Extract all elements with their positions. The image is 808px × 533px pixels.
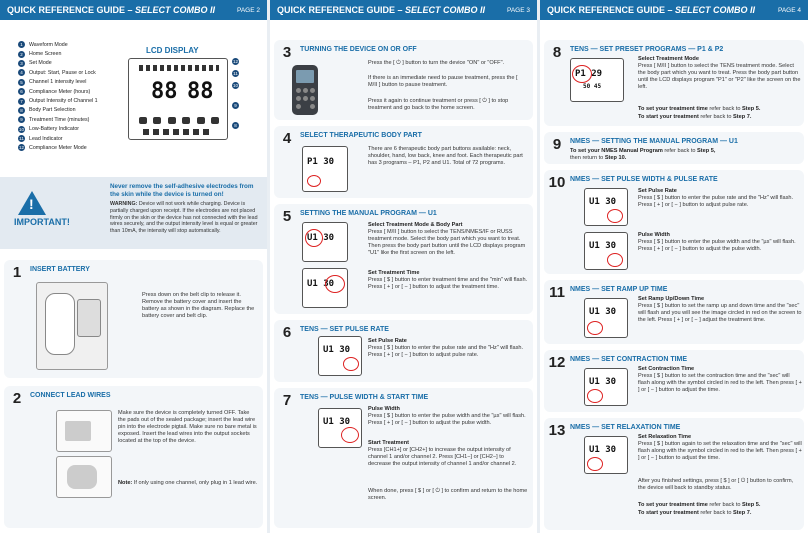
section-title: TENS — SET PRESET PROGRAMS — P1 & P2 (570, 46, 724, 53)
subheading-text: Set Contraction Time (638, 366, 695, 372)
legend-item (18, 115, 98, 124)
section-title: CONNECT LEAD WIRES (30, 392, 111, 399)
device-button (310, 96, 315, 101)
ref-text: refer back to (662, 148, 698, 154)
ref-text: refer back to (698, 510, 734, 516)
page-3-header (270, 0, 537, 20)
lcd-small-value: 50 45 (583, 83, 602, 90)
section-title: SETTING THE MANUAL PROGRAM — U1 (300, 210, 437, 217)
legend-item (18, 49, 98, 58)
step-number: 1 (12, 264, 22, 281)
callout-badge: 10 (232, 83, 238, 88)
step-reference (638, 106, 802, 113)
step-number: 8 (552, 44, 562, 61)
ref-step: Step 7. (733, 510, 752, 516)
subheading-text: Set Pulse Rate (368, 338, 407, 344)
step-number: 3 (282, 44, 292, 61)
legend-number-badge: 3 (18, 60, 25, 67)
header-title: QUICK REFERENCE GUIDE – (547, 5, 676, 15)
red-highlight-circle (341, 427, 359, 443)
section-body: When done, press [ $ ] or [ ⏻ ] to confirm and return to the home screen. (368, 488, 528, 502)
red-highlight-circle (307, 175, 321, 187)
section-body: There are 6 therapeutic body part buttons available: neck, shoulder, hand, low back, knee and foot. Each therapeutic part has 3 programs – P1, P2 and U1. Total of 72 programs. (368, 146, 523, 167)
lcd-thumbnail (318, 408, 362, 448)
callout-badge: 11 (233, 71, 238, 76)
step-reference (570, 155, 800, 162)
ref-step: Step 5, (697, 148, 716, 154)
device-button (296, 88, 301, 93)
lcd-diagram (128, 46, 238, 146)
device-button (310, 88, 315, 93)
section-tens-pulse-width (274, 388, 533, 528)
legend-item (18, 68, 98, 77)
header-title: QUICK REFERENCE GUIDE – (7, 5, 136, 15)
device-screen (296, 70, 314, 83)
lcd-thumbnail (318, 336, 362, 376)
callout-badge: 12 (232, 59, 238, 64)
important-headline: Never remove the self-adhesive electrodes from the skin while the device is turned on! (110, 183, 254, 198)
legend-number-badge: 1 (18, 41, 25, 48)
page-number: PAGE 2 (236, 6, 260, 14)
legend-label: Low-Battery Indicator (29, 126, 80, 133)
lcd-thumbnail (584, 436, 628, 474)
legend-item (18, 143, 98, 152)
ref-text: refer back to (707, 502, 743, 508)
section-p2: If there is an immediate need to pause treatment, press the [ M/II ] button to pause treatment. (368, 75, 518, 89)
legend-label: Set Mode (29, 60, 52, 67)
section-insert-battery (4, 260, 263, 378)
red-highlight-circle (325, 275, 345, 293)
legend-item (18, 96, 98, 105)
legend-item (18, 106, 98, 115)
section-body: Press [ M/II ] button to select the TENS/NMES/IF or RUSS treatment mode. Select the body part which you want to treat. Then press the body part button until the LCD displays program "U1" like the first screen on the left. (368, 229, 526, 257)
lcd-thumbnail (570, 58, 624, 102)
legend-number-badge: 7 (18, 98, 25, 105)
section-title: NMES — SETTING THE MANUAL PROGRAM — U1 (570, 138, 738, 145)
section-body: Press [CH1+] or [CH2+] to increase the output intensity of channel 1 and/or channel 2. Press [CH1−] or [CH2−] to decrease the output intensity of channel 1 and/or channel 2. (368, 447, 517, 468)
ref-step: Step 5. (742, 502, 761, 508)
section-nmes-contraction (544, 350, 804, 412)
lcd-bottom-digits (143, 129, 213, 135)
subheading-text: Set Pulse Rate (638, 188, 677, 194)
legend-number-badge: 11 (19, 136, 24, 142)
lcd-thumbnail (584, 368, 628, 406)
lcd-value: U1 30 (589, 241, 617, 251)
device-button (296, 96, 301, 101)
lcd-value: U1 30 (323, 345, 351, 355)
page-number: PAGE 4 (777, 6, 801, 14)
section-title: TENS — SET PULSE RATE (300, 326, 389, 333)
section-title: TENS — PULSE WIDTH & START TIME (300, 394, 429, 401)
device-button (310, 104, 315, 109)
section-manual-program (274, 204, 533, 314)
important-label: IMPORTANT! (14, 217, 70, 227)
lcd-value: U1 30 (323, 417, 351, 427)
step-number: 11 (549, 284, 565, 301)
section-tens-pulse-rate (274, 320, 533, 382)
step-number: 9 (552, 136, 562, 153)
subheading-text: Set Relaxation Time (638, 434, 692, 440)
lcd-readout-left: 88 (151, 79, 178, 104)
note-text: If only using one channel, only plug in 1 lead wire. (132, 480, 258, 486)
ref-text: refer back to (707, 106, 743, 112)
lcd-value: P1 29 (575, 69, 603, 79)
red-highlight-circle (607, 253, 623, 267)
section-title: NMES — SET RAMP UP TIME (570, 286, 668, 293)
section-body-part (274, 126, 533, 198)
section-body: Press [ M/II ] button to select the TENS treatment mode. Select the body part which you want to treat. Press the body part button until the LCD displays program "P1" or "P2" like the screen on the left. (638, 63, 801, 91)
step-number: 10 (548, 174, 566, 191)
subheading-text: Pulse Width (368, 406, 400, 412)
step-number: 2 (12, 390, 22, 407)
header-title-product: SELECT COMBO II (135, 5, 216, 15)
legend-item (18, 87, 98, 96)
lcd-value: U1 30 (589, 307, 617, 317)
page-4 (540, 0, 808, 533)
section-preset-programs (544, 40, 804, 126)
legend-number-badge: 8 (18, 107, 25, 114)
legend-item (18, 125, 98, 134)
device-button (303, 88, 308, 93)
lcd-thumbnail (584, 298, 628, 338)
device-button (296, 104, 301, 109)
legend-label: Waveform Mode (29, 41, 68, 48)
lcd-thumbnail (584, 188, 628, 226)
legend-number-badge: 5 (18, 79, 25, 86)
step-number: 6 (282, 324, 292, 341)
ref-text: then return to (570, 155, 605, 161)
lcd-thumbnail (302, 222, 348, 262)
important-warning-box (0, 177, 267, 249)
lcd-thumbnail (302, 268, 348, 308)
legend-label: Home Screen (29, 51, 62, 58)
subheading-text: Select Treatment Mode (638, 56, 699, 62)
page-2 (0, 0, 267, 533)
legend-item (18, 59, 98, 68)
legend-item (18, 134, 98, 143)
lcd-value: U1 30 (307, 233, 335, 243)
section-nmes-relaxation (544, 418, 804, 530)
subheading-text: Select Treatment Mode & Body Part (368, 222, 463, 228)
lcd-value: U1 30 (589, 445, 617, 455)
legend-label: Body Part Selection (29, 107, 76, 114)
ref-bold: To set your treatment time (638, 502, 708, 508)
section-body: Press down on the belt clip to release it. Remove the battery cover and insert the battery as shown in the diagram. Replace the battery cover and belt clip. (142, 292, 255, 320)
section-body: Press [ $ ] button to enter the pulse width and the "µs" will flash. Press [ + ] or [ − ] button to adjust the pulse width. (368, 413, 526, 427)
lcd-value: U1 30 (589, 197, 617, 207)
section-p1: Press the [ ⏻ ] button to turn the device "ON" or "OFF". (368, 60, 505, 66)
section-turn-on-off (274, 40, 533, 120)
legend-number-badge: 6 (18, 88, 25, 95)
lead-wire-diagram-2 (56, 456, 112, 498)
callout-badge: 9 (232, 102, 239, 109)
legend-number-badge: 2 (18, 51, 25, 58)
lcd-body-part-icons (139, 117, 219, 125)
header-title-product: SELECT COMBO II (405, 5, 486, 15)
section-body: After you finished settings, press [ $ ] or [ ⏻ ] button to confirm, the device will back to standby status. (638, 478, 794, 492)
red-highlight-circle (343, 357, 359, 371)
section-title: NMES — SET RELAXATION TIME (570, 424, 681, 431)
page-2-header (0, 0, 267, 20)
subheading-text: Pulse Width (638, 232, 670, 238)
lcd-display-title: LCD DISPLAY (146, 46, 199, 55)
note-bold: Note: (118, 480, 133, 486)
legend-label: Output Intensity of Channel 1 (29, 98, 98, 105)
lcd-legend (18, 40, 98, 153)
callout-badge: 8 (232, 122, 239, 129)
step-reference (638, 502, 802, 509)
lcd-readout-right: 88 (187, 79, 214, 104)
section-body: Press [ $ ] button to enter the pulse rate and the "Hz" will flash. Press [ + ] or [ − ] button to adjust pulse rate. (638, 195, 794, 209)
ref-step: Step 7. (733, 114, 752, 120)
legend-item (18, 78, 98, 87)
red-highlight-circle (587, 457, 603, 471)
legend-number-badge: 4 (18, 69, 25, 76)
legend-item (18, 40, 98, 49)
ref-bold: To set your treatment time (638, 106, 708, 112)
important-body (110, 201, 262, 235)
header-title-product: SELECT COMBO II (675, 5, 756, 15)
red-highlight-circle (607, 209, 623, 223)
lcd-thumbnail (584, 232, 628, 270)
section-title: TURNING THE DEVICE ON OR OFF (300, 46, 417, 53)
section-title: INSERT BATTERY (30, 266, 90, 273)
section-title: SELECT THERAPEUTIC BODY PART (300, 132, 422, 139)
section-body: Press [ $ ] button to set the contraction time and the "sec" will flash along with the symbol circled in red to the left. Then press [ + ] or [ − ] button to adjust the time. (638, 373, 802, 394)
section-body: Press [ $ ] button to enter treatment time and the "min" will flash. Press [ + ] or [ − ] button to adjust the treatment time. (368, 277, 528, 291)
step-number: 13 (548, 422, 566, 439)
page-3 (270, 0, 537, 533)
lead-wire-diagram-1 (56, 410, 112, 452)
section-body: Make sure the device is completely turned OFF. Take the pads out of the sealed package; insert the lead wire pin into the electrode pigtail. Make sure no bare metal is exposed. Insert the lead wires into the output sockets located at the top of the device. (118, 410, 257, 445)
header-title: QUICK REFERENCE GUIDE – (277, 5, 406, 15)
step-number: 7 (282, 392, 292, 409)
section-title: NMES — SET PULSE WIDTH & PULSE RATE (570, 176, 718, 183)
ref-bold: To start your treatment (638, 114, 699, 120)
legend-number-badge: 12 (18, 145, 24, 151)
ref-text: refer back to (698, 114, 734, 120)
lcd-screen (128, 58, 228, 140)
page-number: PAGE 3 (506, 6, 530, 14)
red-highlight-circle (305, 229, 323, 247)
device-button (303, 96, 308, 101)
legend-label: Channel 1 intensity level (29, 79, 87, 86)
ref-step: Step 5. (742, 106, 761, 112)
red-highlight-circle (587, 389, 603, 403)
lcd-thumbnail (302, 146, 348, 192)
section-nmes-manual (544, 132, 804, 164)
legend-label: Compliance Meter Mode (29, 144, 87, 151)
subheading-text: Set Ramp Up/Down Time (638, 296, 705, 302)
legend-number-badge: 10 (18, 126, 24, 132)
subheading-text: Set Treatment Time (368, 270, 420, 276)
red-highlight-circle (587, 321, 603, 335)
lcd-value: P1 30 (307, 157, 335, 167)
device-image (292, 65, 318, 115)
ref-bold: To start your treatment (638, 510, 699, 516)
red-highlight-circle (572, 65, 592, 83)
step-reference (638, 510, 802, 517)
legend-label: Lead Indicator (29, 135, 63, 142)
step-reference (638, 114, 802, 121)
warning-text: Device will not work while charging. Device is partially charged upon receipt. If the electrodes are not placed firmly on the skin or the device has not connected with the lead wires securely, and the output intensity level is equal or greater than 10mA, the intensity will stop automatically. (110, 201, 258, 235)
lcd-value: U1 30 (589, 377, 617, 387)
section-connect-lead-wires (4, 386, 263, 528)
step-number: 5 (282, 208, 292, 225)
legend-label: Output: Start, Pause or Lock (29, 69, 96, 76)
section-nmes-pulse (544, 170, 804, 274)
step-number: 12 (548, 354, 566, 371)
battery-diagram (36, 282, 108, 370)
legend-label: Compliance Meter (hours) (29, 88, 91, 95)
lcd-segment-row (139, 65, 219, 71)
ref-bold: To set your NMES Manual Program (570, 148, 663, 154)
subheading-text: Start Treatment (368, 440, 410, 446)
legend-label: Treatment Time (minutes) (29, 116, 90, 123)
section-note (118, 480, 258, 487)
section-body: Press [ $ ] button again to set the relaxation time and the "sec" will flash along with the symbol circled in red to the left. Then press [ + ] or [ − ] button to adjust the time. (638, 441, 802, 462)
warning-icon: ! (18, 191, 46, 215)
section-nmes-ramp (544, 280, 804, 344)
section-body: Press [ $ ] button to set the ramp up and down time and the "sec" will flash and you will see the image circled in red on the screen to the left. Press [ + ] or [ − ] adjust the treatment time. (638, 303, 802, 324)
lcd-value: U1 30 (307, 279, 335, 289)
warning-bold: WARNING: (110, 201, 138, 207)
page-4-header (540, 0, 808, 20)
ref-step: Step 10. (604, 155, 627, 161)
section-body: Press [ $ ] button to enter the pulse rate and the "Hz" will flash. Press [ + ] or [ − ] button to adjust pulse rate. (368, 345, 524, 359)
section-body: Press [ $ ] button to enter the pulse width and the "µs" will flash. Press [ + ] or [ − ] button to adjust the pulse width. (638, 239, 796, 253)
legend-number-badge: 9 (18, 116, 25, 123)
section-title: NMES — SET CONTRACTION TIME (570, 356, 688, 363)
section-p3: Press it again to continue treatment or press [ ⏻ ] to stop treatment and go back to the home screen. (368, 98, 509, 112)
step-number: 4 (282, 130, 292, 147)
